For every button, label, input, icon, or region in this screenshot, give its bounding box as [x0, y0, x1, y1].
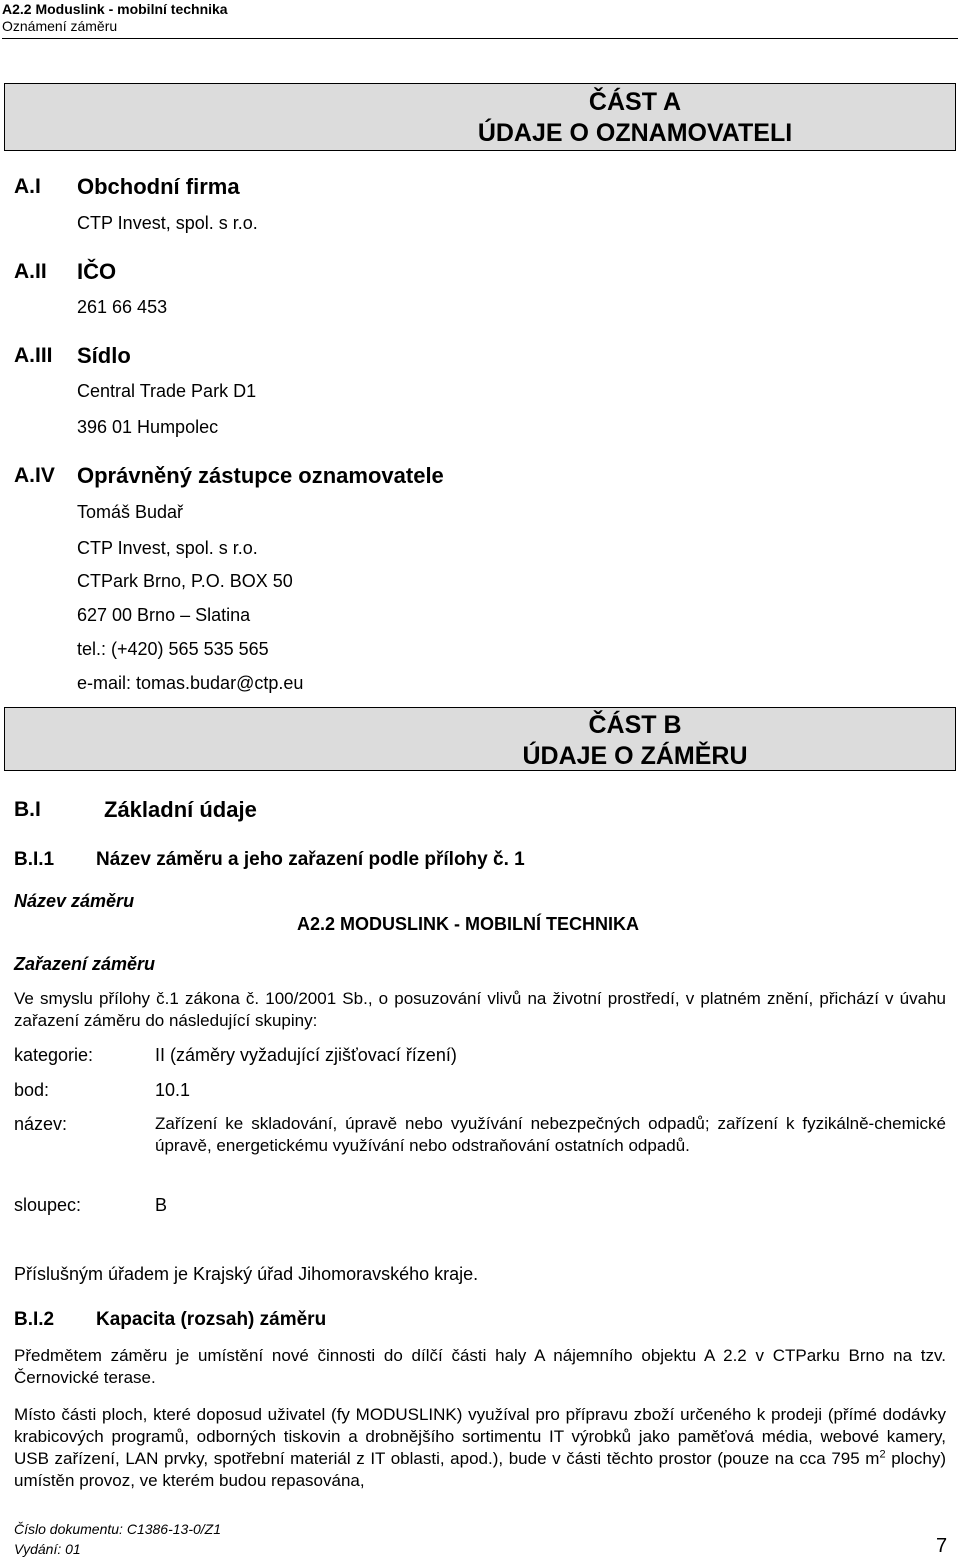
- section-title-b1: Základní údaje: [104, 797, 257, 822]
- bod-value: 10.1: [155, 1080, 191, 1100]
- project-name-value: A2.2 MODUSLINK - MOBILNÍ TECHNIKA: [297, 914, 639, 934]
- part-a-banner: [4, 83, 956, 151]
- part-b-banner: [4, 707, 956, 771]
- ico-value: 261 66 453: [77, 297, 168, 317]
- section-code-a1: A.I: [14, 175, 41, 198]
- section-title-a1: Obchodní firma: [77, 174, 240, 199]
- issue-number: Vydání: 01: [14, 1541, 81, 1557]
- part-b-subheading: ÚDAJE O ZÁMĚRU: [522, 742, 748, 770]
- rep-company: CTP Invest, spol. s r.o.: [77, 538, 258, 558]
- section-code-b1: B.I: [14, 798, 41, 821]
- section-code-a3: A.III: [14, 344, 53, 367]
- rep-email: e-mail: tomas.budar@ctp.eu: [77, 673, 304, 693]
- section-title-a4: Oprávněný zástupce oznamovatele: [77, 463, 444, 488]
- superscript-2: 2: [879, 1448, 886, 1461]
- kategorie-label: kategorie:: [14, 1045, 94, 1065]
- kategorie-value: II (záměry vyžadující zjišťovací řízení): [155, 1045, 457, 1065]
- part-a-heading: ČÁST A: [588, 88, 682, 116]
- section-code-a2: A.II: [14, 260, 47, 283]
- capacity-paragraph-1: Předmětem záměru je umístění nové činnosti do dílčí části haly A nájemního objektu A 2.2 v CTParku Brno na tzv. Černovické terase.: [14, 1346, 946, 1387]
- nazev-label: název:: [14, 1114, 68, 1134]
- project-name-label: Název záměru: [14, 891, 135, 911]
- address-line-2: 396 01 Humpolec: [77, 417, 219, 437]
- rep-address-2: 627 00 Brno – Slatina: [77, 605, 251, 625]
- section-title-b11: Název záměru a jeho zařazení podle přílohy č. 1: [96, 849, 525, 870]
- doc-number: Číslo dokumentu: C1386-13-0/Z1: [14, 1521, 221, 1537]
- capacity-paragraph-2-end: plochy) umístěn provoz, ve kterém budou repasována,: [14, 1449, 946, 1490]
- part-a-subheading: ÚDAJE O OZNAMOVATELI: [477, 119, 793, 147]
- section-title-a3: Sídlo: [77, 343, 131, 368]
- rep-phone: tel.: (+420) 565 535 565: [77, 639, 269, 659]
- running-header-title: A2.2 Moduslink - mobilní technika: [2, 1, 228, 17]
- section-code-b12: B.I.2: [14, 1309, 55, 1330]
- header-divider: [2, 38, 958, 39]
- company-name: CTP Invest, spol. s r.o.: [77, 213, 258, 233]
- running-header-subtitle: Oznámení záměru: [2, 18, 118, 34]
- section-title-b12: Kapacita (rozsah) záměru: [96, 1309, 327, 1330]
- competent-authority: Příslušným úřadem je Krajský úřad Jihomoravského kraje.: [14, 1264, 479, 1284]
- capacity-paragraph-2: [14, 1404, 946, 1492]
- sloupec-label: sloupec:: [14, 1195, 82, 1215]
- rep-name: Tomáš Budař: [77, 502, 184, 522]
- classification-intro: Ve smyslu přílohy č.1 zákona č. 100/2001 Sb., o posuzování vlivů na životní prostředí, v platném znění, přichází v úvahu zařazení záměru do následující skupiny:: [14, 989, 946, 1030]
- part-b-heading: ČÁST B: [588, 711, 682, 739]
- sloupec-value: B: [155, 1195, 168, 1215]
- capacity-paragraph-2-text: Místo části ploch, které doposud uživatel (fy MODUSLINK) využíval pro přípravu zboží určeného k prodeji (přímé dodávky krabicových programů, odborných tiskovin a drobnějšího sortimentu IT výrobků jako paměťová média, webové kamery, USB zařízení, LAN prvky, spotřební materiál z IT oblasti, apod.), bude v části těchto prostor (pouze na cca 795 m: [14, 1405, 946, 1468]
- nazev-value: Zařízení ke skladování, úpravě nebo využívání nebezpečných odpadů; zařízení k fyzikálně-chemické úpravě, energetickému využívání nebo odstraňování ostatních odpadů.: [155, 1114, 946, 1155]
- section-code-a4: A.IV: [14, 464, 55, 487]
- section-code-b11: B.I.1: [14, 849, 55, 870]
- bod-label: bod:: [14, 1080, 50, 1100]
- page-number: 7: [936, 1535, 948, 1557]
- rep-address-1: CTPark Brno, P.O. BOX 50: [77, 571, 293, 591]
- project-class-label: Zařazení záměru: [14, 954, 156, 974]
- address-line-1: Central Trade Park D1: [77, 381, 257, 401]
- section-title-a2: IČO: [77, 259, 117, 284]
